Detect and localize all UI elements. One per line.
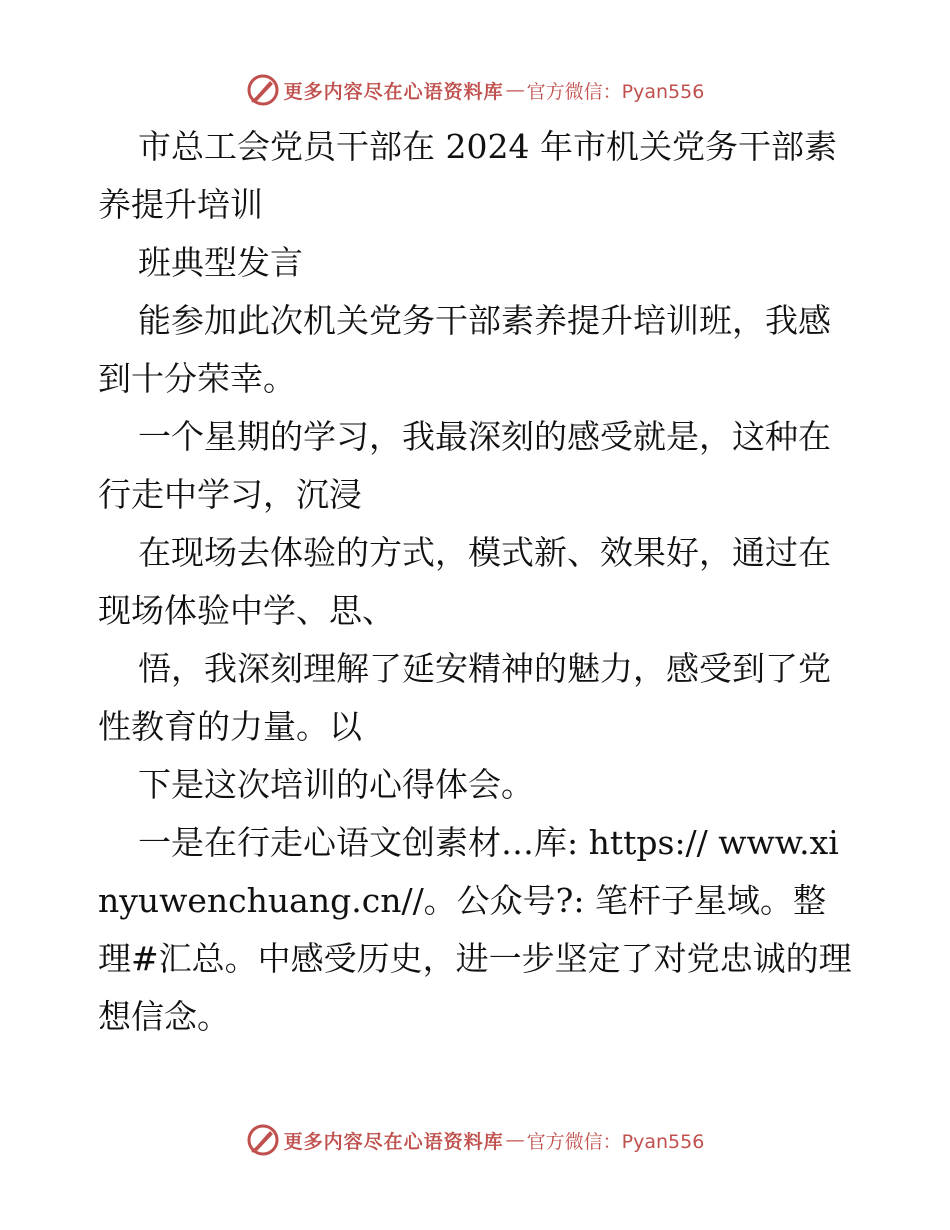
watermark-dash: — (505, 79, 525, 101)
paragraph: 一个星期的学习，我最深刻的感受就是，这种在行走中学习，沉浸 (98, 417, 831, 514)
paragraph: 在现场去体验的方式，模式新、效果好，通过在现场体验中学、思、 (98, 533, 831, 630)
watermark-brand: 更多内容尽在心语资料库 (283, 1130, 504, 1153)
paragraph: 市总工会党员干部在 2024 年市机关党务干部素养提升培训 (98, 127, 837, 224)
paragraph: 悟，我深刻理解了延安精神的魅力，感受到了党性教育的力量。以 (98, 649, 831, 746)
paragraph: 能参加此次机关党务干部素养提升培训班，我感到十分荣幸。 (98, 301, 831, 398)
footer-watermark (0, 1120, 950, 1160)
quill-logo-icon (246, 73, 280, 107)
paragraph: 班典型发言 (138, 243, 303, 282)
watermark-brand: 更多内容尽在心语资料库 (283, 80, 504, 103)
watermark-wechat: 官方微信：Pyan556 (526, 1130, 705, 1153)
header-watermark (0, 70, 950, 110)
watermark-dash: — (505, 1129, 525, 1151)
document-body (98, 118, 858, 1046)
watermark-wechat: 官方微信：Pyan556 (526, 80, 705, 103)
paragraph: 下是这次培训的心得体会。 (138, 765, 534, 804)
quill-logo-icon (246, 1123, 280, 1157)
paragraph: 一是在行走心语文创素材…库: https:// www.xinyuwenchuang.cn//。公众号?: 笔杆子星域。整理#汇总。中感受历史，进一步坚定了对党忠诚的理想信念。 (98, 823, 852, 1036)
